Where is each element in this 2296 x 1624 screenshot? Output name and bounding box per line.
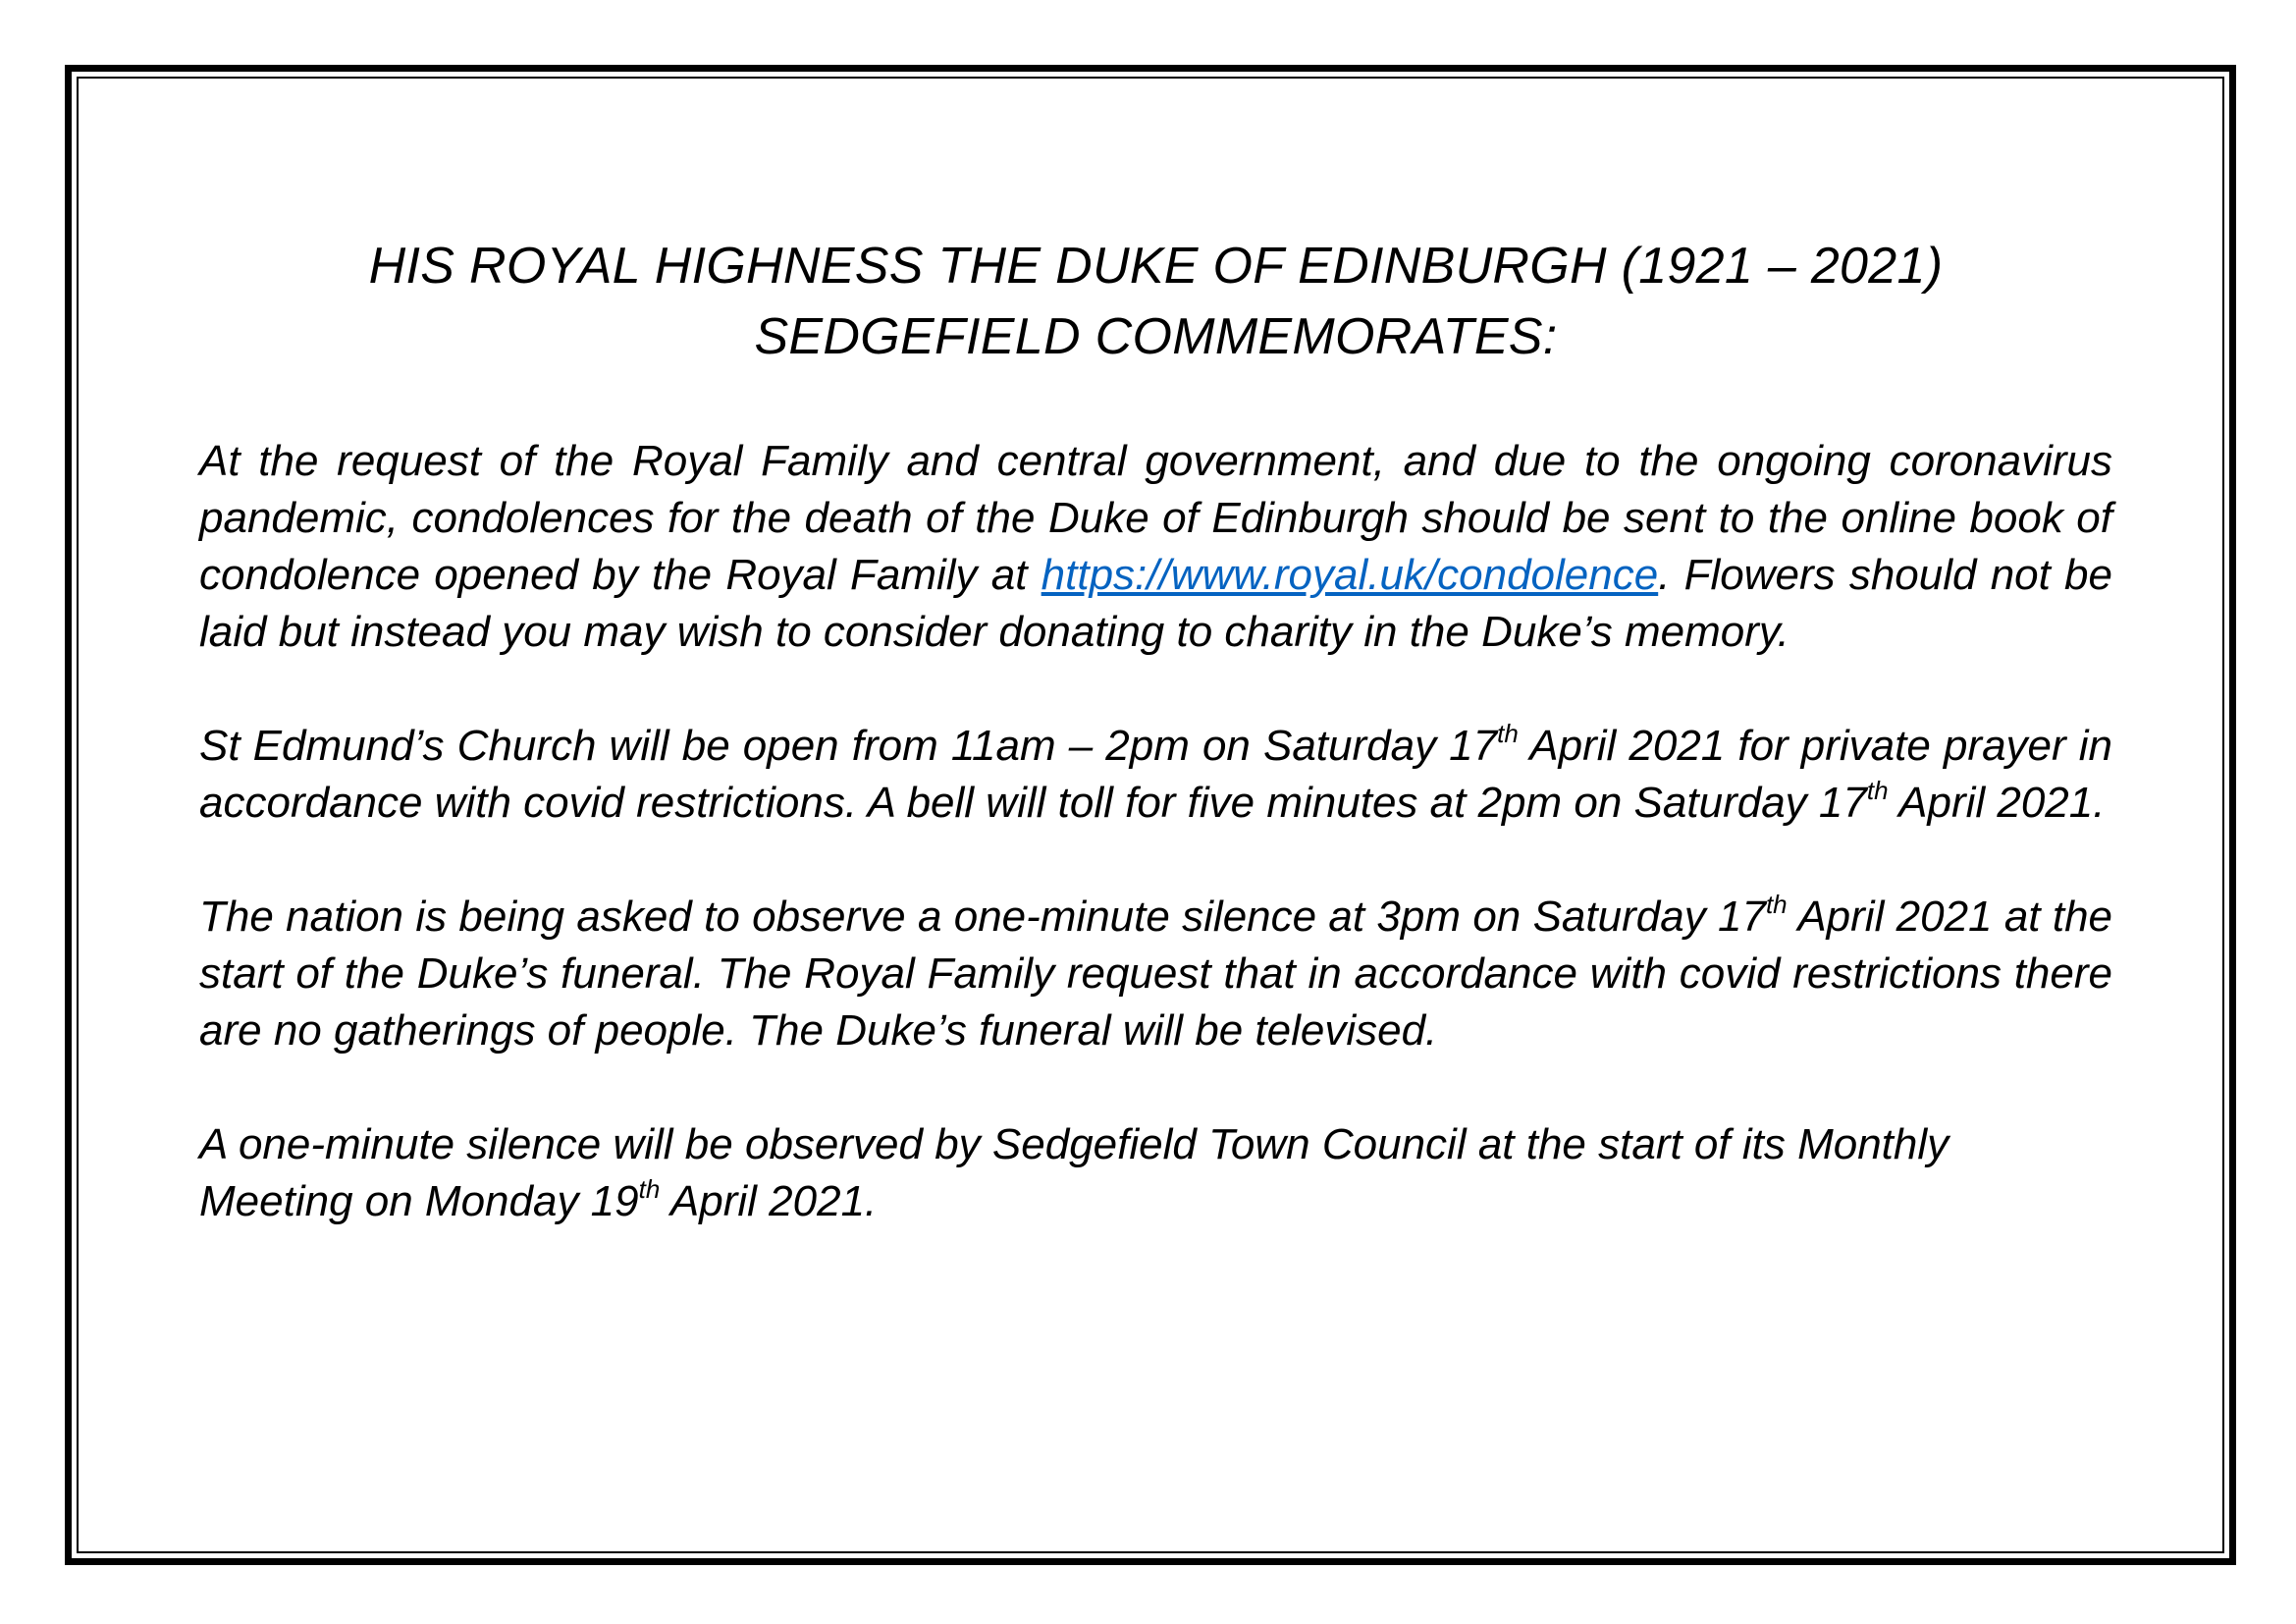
paragraph-condolences-text-2: . Flowers should not be laid but instead you may wish to consider donating to charity in the Duke’s memory. — [199, 551, 2112, 656]
paragraph-council — [199, 1116, 2112, 1230]
paragraph-church-text-1: St Edmund’s Church will be open from 11am – 2pm on Saturday 17 — [199, 722, 1498, 770]
paragraph-church-text-3: April 2021. — [1888, 779, 2106, 827]
paragraph-silence — [199, 889, 2112, 1059]
paragraph-silence-text-1: The nation is being asked to observe a one-minute silence at 3pm on Saturday 17 — [199, 893, 1766, 941]
condolence-link[interactable]: https://www.royal.uk/condolence — [1041, 551, 1659, 599]
ordinal-suffix: th — [1765, 890, 1788, 919]
notice-heading — [199, 231, 2112, 372]
paragraph-church-text-2: April 2021 for private prayer in accordance with covid restrictions. A bell will toll for five minutes at 2pm on Saturday 17 — [199, 722, 2112, 827]
notice-content — [199, 231, 2112, 1230]
ordinal-suffix: th — [638, 1174, 661, 1204]
ordinal-suffix: th — [1497, 719, 1519, 748]
ordinal-suffix: th — [1866, 776, 1889, 805]
paragraph-silence-text-2: April 2021 at the start of the Duke’s funeral. The Royal Family request that in accordance with covid restrictions there are no gatherings of people. The Duke’s funeral will be televised. — [199, 893, 2113, 1055]
paragraph-council-text-2: April 2021. — [660, 1177, 878, 1225]
paragraph-condolences — [199, 433, 2112, 661]
paragraph-council-text-1: A one-minute silence will be observed by Sedgefield Town Council at the start of its Monthly Meeting on Monday 19 — [199, 1120, 1949, 1225]
heading-line-2: SEDGEFIELD COMMEMORATES: — [754, 308, 1558, 365]
paragraph-church — [199, 718, 2112, 832]
heading-line-1: HIS ROYAL HIGHNESS THE DUKE OF EDINBURGH (1921 – 2021) — [368, 238, 1944, 295]
paragraph-condolences-text-1: At the request of the Royal Family and central government, and due to the ongoing coronavirus pandemic, condolences for the death of the Duke of Edinburgh should be sent to the online book of condolence opened by the Royal Family at — [199, 437, 2112, 599]
